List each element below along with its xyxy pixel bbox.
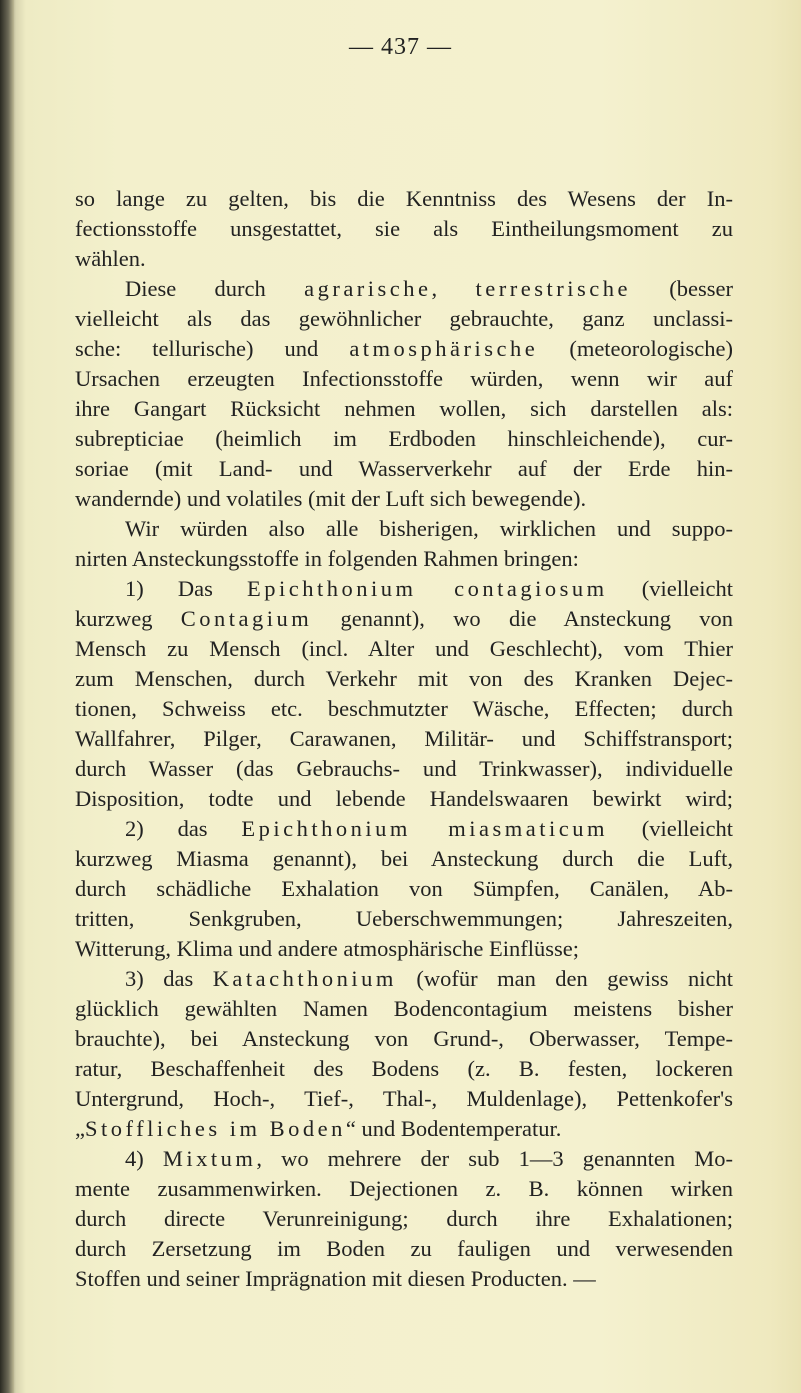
spaced-emphasis-text: Epichthonium contagiosum — [247, 576, 608, 601]
text-line — [75, 634, 733, 664]
text-segment: wandernde) und volatiles (mit der Luft sich bewegende). — [75, 486, 587, 511]
text-segment: Disposition, todte und lebende Handelswaaren bewirkt wird; — [75, 786, 733, 811]
text-segment: glücklich gewählten Namen Bodencontagium meistens bisher — [75, 996, 733, 1021]
text-segment: (vielleicht — [607, 816, 733, 841]
text-segment: Witterung, Klima und andere atmosphärische Einflüsse; — [75, 936, 579, 961]
book-binding-edge — [0, 0, 14, 1393]
text-line — [75, 514, 733, 544]
spaced-emphasis-text: Katachthonium — [212, 966, 397, 991]
spaced-emphasis-text: Contagium — [180, 606, 313, 631]
spaced-emphasis-text: Epichthonium miasmaticum — [241, 816, 608, 841]
text-segment: Diese durch — [125, 276, 305, 301]
text-line — [75, 1054, 733, 1084]
text-segment: tritten, Senkgruben, Ueberschwemmungen; Jahreszeiten, — [75, 906, 733, 931]
text-line — [75, 214, 733, 244]
text-line — [75, 274, 733, 304]
text-segment: sche: tellurische) und — [75, 336, 350, 361]
text-segment: kurzweg Miasma genannt), bei Ansteckung durch die Luft, — [75, 846, 733, 871]
text-segment: 1) Das — [125, 576, 248, 601]
text-line — [75, 1024, 733, 1054]
text-segment: Ursachen erzeugten Infectionsstoffe würden, wenn wir auf — [75, 366, 733, 391]
text-segment: wählen. — [75, 246, 146, 271]
text-line — [75, 994, 733, 1024]
text-segment: vielleicht als das gewöhnlicher gebrauchte, ganz unclassi- — [75, 306, 733, 331]
text-line — [75, 784, 733, 814]
text-line — [75, 1114, 733, 1144]
text-segment: , wo mehrere der sub 1—3 genannten Mo- — [256, 1146, 734, 1171]
text-segment: (besser — [630, 276, 733, 301]
text-line — [75, 574, 733, 604]
text-line — [75, 934, 733, 964]
text-segment: ratur, Beschaffenheit des Bodens (z. B. festen, lockeren — [75, 1056, 733, 1081]
text-segment: 2) das — [125, 816, 242, 841]
text-segment: so lange zu gelten, bis die Kenntniss des Wesens der In- — [75, 186, 733, 211]
text-segment: nirten Ansteckungsstoffe in folgenden Rahmen bringen: — [75, 546, 579, 571]
text-line — [75, 1144, 733, 1174]
spaced-emphasis-text: Stoffliches im Boden — [85, 1116, 346, 1141]
text-line — [75, 394, 733, 424]
text-segment: (vielleicht — [607, 576, 734, 601]
text-line — [75, 874, 733, 904]
text-segment: “ und Bodentemperatur. — [345, 1116, 562, 1141]
text-segment: brauchte), bei Ansteckung von Grund-, Oberwasser, Tempe- — [75, 1026, 733, 1051]
text-segment: durch Zersetzung im Boden zu fauligen und verwesenden — [75, 1236, 733, 1261]
text-line — [75, 694, 733, 724]
text-segment: fectionsstoffe unsgestattet, sie als Eintheilungsmoment zu — [75, 216, 733, 241]
text-segment: Mensch zu Mensch (incl. Alter und Geschlecht), vom Thier — [75, 636, 733, 661]
text-line — [75, 664, 733, 694]
text-line — [75, 244, 733, 274]
text-segment: kurzweg — [75, 606, 181, 631]
text-line — [75, 304, 733, 334]
text-line — [75, 1204, 733, 1234]
text-segment: genannt), wo die Ansteckung von — [312, 606, 733, 631]
text-segment: (meteorologische) — [538, 336, 734, 361]
text-line — [75, 364, 733, 394]
text-segment: , — [431, 276, 476, 301]
text-line — [75, 454, 733, 484]
text-line — [75, 604, 733, 634]
text-line — [75, 844, 733, 874]
text-line — [75, 334, 733, 364]
text-line — [75, 544, 733, 574]
text-segment: subrepticiae (heimlich im Erdboden hinschleichende), cur- — [75, 426, 733, 451]
spaced-emphasis-text: Mixtum — [162, 1146, 257, 1171]
text-line — [75, 1234, 733, 1264]
text-line — [75, 904, 733, 934]
text-line — [75, 964, 733, 994]
text-segment: tionen, Schweiss etc. beschmutzter Wäsche, Effecten; durch — [75, 696, 733, 721]
text-segment: mente zusammenwirken. Dejectionen z. B. können wirken — [75, 1176, 733, 1201]
text-segment: durch schädliche Exhalation von Sümpfen, Canälen, Ab- — [75, 876, 733, 901]
text-line — [75, 1084, 733, 1114]
spaced-emphasis-text: terrestrische — [475, 276, 631, 301]
page-number: — 437 — — [349, 34, 452, 60]
text-segment: soriae (mit Land- und Wasserverkehr auf der Erde hin- — [75, 456, 733, 481]
text-segment: 3) das — [125, 966, 213, 991]
text-line — [75, 184, 733, 214]
text-segment: Stoffen und seiner Imprägnation mit diesen Producten. — — [75, 1266, 596, 1291]
text-segment: Wir würden also alle bisherigen, wirklichen und suppo- — [125, 516, 733, 541]
spaced-emphasis-text: agrarische — [304, 276, 432, 301]
text-line — [75, 814, 733, 844]
spaced-emphasis-text: atmosphärische — [349, 336, 539, 361]
text-segment: ihre Gangart Rücksicht nehmen wollen, sich darstellen als: — [75, 396, 733, 421]
text-segment: Untergrund, Hoch-, Tief-, Thal-, Muldenlage), Pettenkofer's — [75, 1086, 733, 1111]
text-line — [75, 484, 733, 514]
text-segment: Wallfahrer, Pilger, Carawanen, Militär- und Schiffstransport; — [75, 726, 733, 751]
text-line — [75, 724, 733, 754]
text-segment: durch Wasser (das Gebrauchs- und Trinkwasser), individuelle — [75, 756, 733, 781]
text-segment: (wofür man den gewiss nicht — [396, 966, 733, 991]
text-segment: zum Menschen, durch Verkehr mit von des Kranken Dejec- — [75, 666, 733, 691]
text-line — [75, 1174, 733, 1204]
text-line — [75, 424, 733, 454]
text-line — [75, 754, 733, 784]
text-segment: 4) — [125, 1146, 163, 1171]
page-body-text — [75, 184, 733, 1294]
text-segment: durch directe Verunreinigung; durch ihre Exhalationen; — [75, 1206, 733, 1231]
text-segment: „ — [75, 1116, 85, 1141]
text-line — [75, 1264, 733, 1294]
